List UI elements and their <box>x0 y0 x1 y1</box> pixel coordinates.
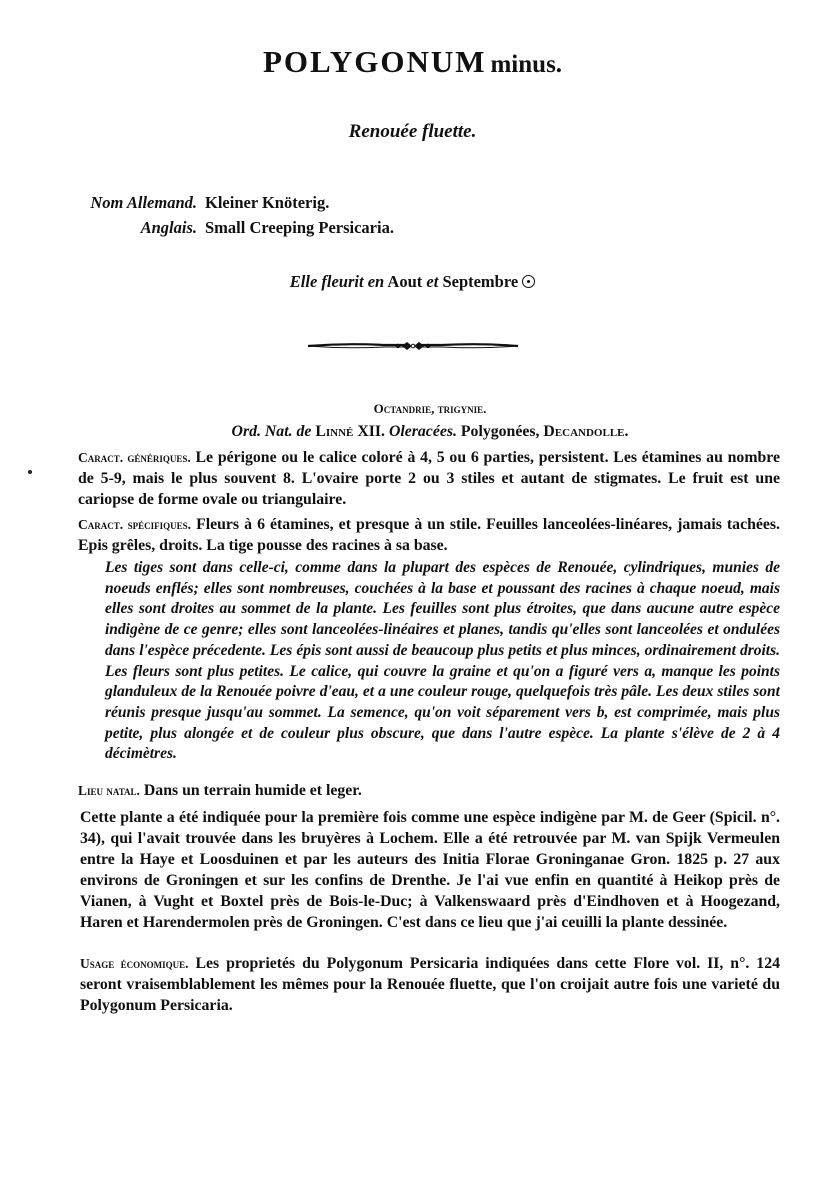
classification-line-1: Octandrie, trigynie. <box>373 401 487 416</box>
title-species: minus. <box>490 51 563 78</box>
name-value: Kleiner Knöterig. <box>205 193 330 212</box>
classification-line-2: Ord. Nat. de Linné XII. Oleracées. Polygonées, Decandolle. <box>231 423 629 440</box>
common-name: Renouée fluette. <box>348 121 477 142</box>
history-paragraph: Cette plante a été indiquée pour la première fois comme une espèce indigène par M. de Geer (Spicil. n°. 34), qui l'avait trouvée dans les bruyères à Lochem. Elle a été retrouvée par M. van Spijk Vermeulen entre la Haye et Loosduinen et par les auteurs des Initia Florae Groninganae Gron. 1825 p. 27 aux environs de Groningen et sur les confins de Drenthe. Je l'ai vue enfin en quantité à Heikop près de Vianen, à Vught et Boxtel près de Bois-le-Duc; à Valkenswaard près d'Eindhoven et à Hoogezand, Haren et Harendermolen près de Groningen. C'est dans ce lieu que j'ai ceuilli la plante dessinée. <box>80 809 780 931</box>
economic-usage: Usage économique. Les proprietés du Polygonum Persicaria indiquées dans cette Flore vol. II, n°. 124 seront vraisemblablement les mêmes pour la Renouée fluette, que l'on croijait autre fois une varieté du Polygonum Persicaria. <box>80 955 780 1014</box>
name-label: Anglais. <box>140 218 197 237</box>
title-genus: POLYGONUM <box>262 44 487 79</box>
flowering-month-1: Aout <box>387 272 423 291</box>
page-title <box>0 44 825 80</box>
flowering-line <box>0 272 825 292</box>
margin-dot <box>28 470 32 474</box>
ornament-divider-icon <box>306 338 520 357</box>
specific-characters: Caract. spécifiques. Fleurs à 6 étamines, et presque à un stile. Feuilles lanceolées-linéares, jamais tachées. Epis grêles, droits. La tige pousse des racines à sa base. <box>78 516 780 554</box>
name-row-german <box>80 190 394 215</box>
flowering-et: et <box>426 272 439 291</box>
vernacular-names <box>80 190 394 240</box>
name-value: Small Creeping Persicaria. <box>205 218 394 237</box>
generic-characters: Caract. génériques. Le périgone ou le calice coloré à 4, 5 ou 6 parties, persistent. Les étamines au nombre de 5-9, mais le plus souvent 8. L'ovaire porte 2 ou 3 stiles et autant de stigmates. Le fruit est une cariopse de forme ovale ou triangulaire. <box>78 449 780 508</box>
annual-symbol-icon <box>522 275 535 288</box>
flowering-prefix: Elle fleurit en <box>289 272 385 291</box>
plant-description: Les tiges sont dans celle-ci, comme dans la plupart des espèces de Renouée, cylindriques, munies de noeuds enflés; elles sont nombreuses, couchées à la base et poussant des racines à chaque noeud, mais elles sont droites au sommet de la plante. Les feuilles sont plus étroites, que dans aucune autre espèce indigène de ce genre; elles sont lanceolées-linéaires et planes, tandis qu'elles sont lanceolées et ondulées dans l'espèce précedente. Les épis sont aussi de beaucoup plus petits et plus minces, ordinairement droits. Les fleurs sont plus petites. Le calice, qui couvre la graine et qu'on a figuré vers a, manque les points glanduleux de la Renouée poivre d'eau, et a une couleur rouge, quelquefois très pâle. Les deux stiles sont réunis presque jusqu'au sommet. La semence, qu'on voit séparement vers b, est comprimée, mais plus petite, plus alongée et de couleur plus obscure, que dans l'autre espèce. La plante s'élève de 2 à 4 décimètres. <box>105 559 780 763</box>
flowering-month-2: Septembre <box>442 272 519 291</box>
name-row-english <box>80 215 394 240</box>
name-label: Nom Allemand. <box>90 193 197 212</box>
habitat: Lieu natal. Dans un terrain humide et leger. <box>78 782 362 799</box>
